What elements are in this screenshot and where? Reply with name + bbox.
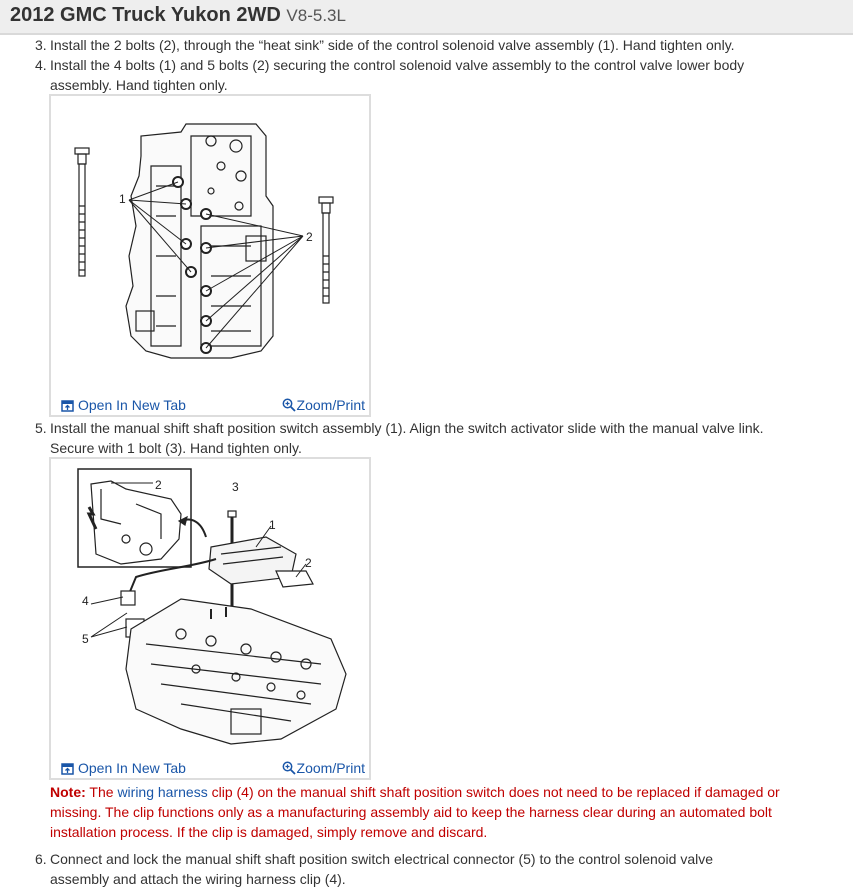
note-text-pre: The (85, 784, 118, 800)
step-6 (35, 849, 775, 889)
vehicle-title (10, 4, 346, 27)
inset-callout-2: 2 (155, 478, 162, 492)
page-header (0, 0, 853, 35)
zoom-print-link[interactable] (282, 760, 365, 776)
zoom-print-label: Zoom/Print (296, 397, 365, 413)
step-number: 4. (35, 57, 47, 73)
note-text-post: clip (4) on the manual shift shaft position switch does not need to be replaced if damaged or missing. The clip functions only as a manufacturing assembly aid to keep the harness clear during an automated bolt installation process. If the clip is damaged, simply remove and discard. (50, 784, 780, 840)
wiring-harness-link[interactable]: wiring harness (117, 784, 208, 800)
zoom-magnifier-icon (282, 398, 296, 412)
callout-1: 1 (119, 192, 126, 206)
callout-2: 2 (306, 230, 313, 244)
step-number: 3. (35, 37, 47, 53)
step-number: 5. (35, 420, 47, 436)
note-label: Note: (50, 784, 86, 800)
zoom-print-label: Zoom/Print (296, 760, 365, 776)
engine-label: V8-5.3L (286, 6, 346, 25)
callout-3: 3 (232, 480, 239, 494)
position-switch-illustration (51, 459, 369, 759)
valve-body (126, 124, 273, 358)
step-number: 6. (35, 851, 47, 867)
control-valve-illustration (51, 96, 369, 396)
callout-5: 5 (82, 632, 89, 646)
step-text: Connect and lock the manual shift shaft position switch electrical connector (5) to the control solenoid valve assembly and attach the wiring harness clip (4). (50, 851, 714, 887)
bolt-right (319, 197, 333, 303)
figure-control-solenoid-bolts (49, 94, 371, 417)
note-block (50, 782, 790, 842)
step-5 (35, 418, 775, 458)
step-3 (35, 35, 775, 55)
step-4 (35, 55, 775, 95)
callout-4: 4 (82, 594, 89, 608)
open-in-new-tab-icon (61, 763, 74, 775)
figure-position-switch (49, 457, 371, 780)
zoom-magnifier-icon (282, 761, 296, 775)
open-in-new-tab-label: Open In New Tab (78, 760, 186, 776)
open-in-new-tab-label: Open In New Tab (78, 397, 186, 413)
step-text: Install the manual shift shaft position switch assembly (1). Align the switch activator slide with the manual valve link. Secure with 1 bolt (3). Hand tighten only. (50, 420, 764, 456)
step-text: Install the 4 bolts (1) and 5 bolts (2) securing the control solenoid valve assembly to the control valve lower body assembly. Hand tighten only. (50, 57, 745, 93)
vehicle-name: 2012 GMC Truck Yukon 2WD (10, 4, 281, 26)
open-in-new-tab-link[interactable] (61, 397, 186, 413)
step-text: Install the 2 bolts (2), through the “heat sink” side of the control solenoid valve assembly (1). Hand tighten only. (50, 37, 735, 53)
bolt-left (75, 148, 89, 276)
open-in-new-tab-link[interactable] (61, 760, 186, 776)
open-in-new-tab-icon (61, 400, 74, 412)
callout-1: 1 (269, 518, 276, 532)
zoom-print-link[interactable] (282, 397, 365, 413)
callout-2: 2 (305, 556, 312, 570)
